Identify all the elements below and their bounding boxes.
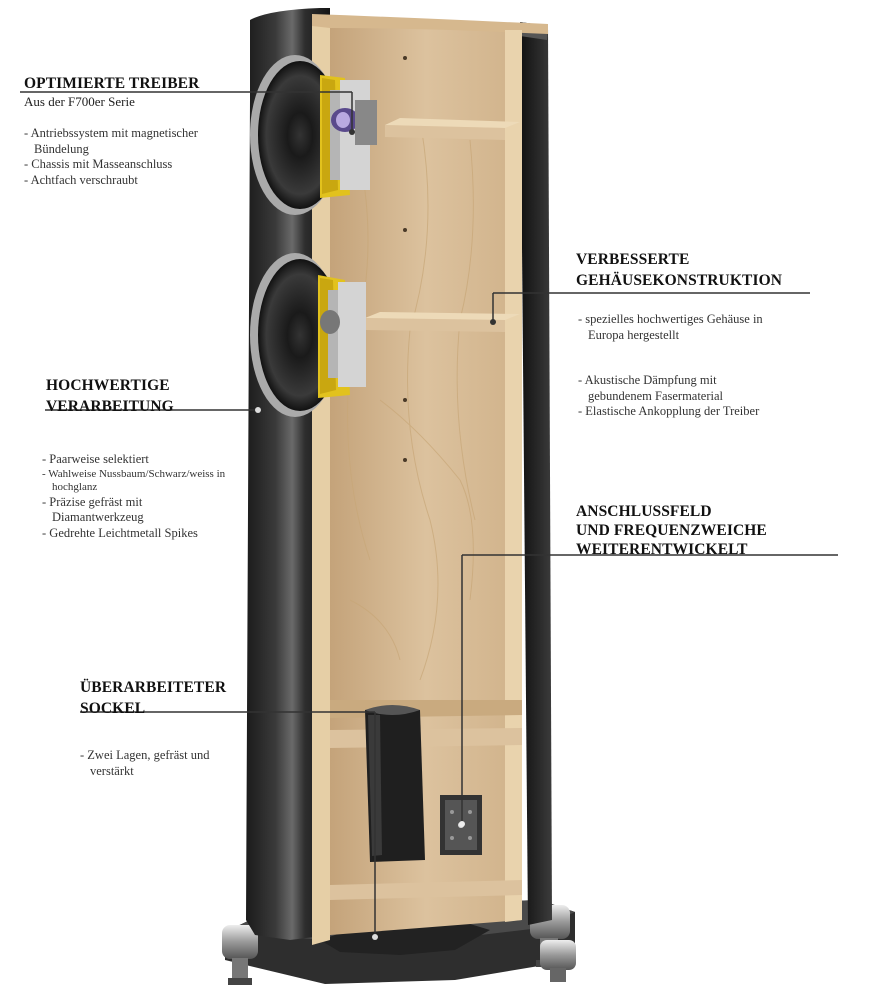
plinth-feature-list: [80, 748, 230, 779]
cabinet-title-line1: VERBESSERTE: [576, 251, 690, 268]
drivers-feature-1: - Antriebssystem mit magnetischer Bündelung: [24, 126, 254, 157]
plinth-title-line2: SOCKEL: [80, 700, 146, 717]
finish-feature-2: - Wahlweise Nussbaum/Schwarz/weiss in hochglanz: [42, 468, 232, 495]
finish-title-line1: HOCHWERTIGE: [46, 377, 170, 394]
plinth-feature-1: - Zwei Lagen, gefräst und verstärkt: [80, 748, 230, 779]
finish-feature-1: - Paarweise selektiert: [42, 452, 232, 468]
drivers-feature-2: - Chassis mit Masseanschluss: [24, 157, 254, 173]
foot-left: [222, 925, 258, 985]
finish-feature-4: - Gedrehte Leichtmetall Spikes: [42, 526, 232, 542]
finish-title-line2: VERARBEITUNG: [46, 398, 174, 415]
finish-feature-list: [42, 452, 232, 541]
cabinet-feature-2: - Akustische Dämpfung mit gebundenem Fasermaterial: [578, 373, 778, 404]
terminal-title-line3: WEITERENTWICKELT: [576, 541, 748, 558]
terminal-title-line2: UND FREQUENZWEICHE: [576, 522, 767, 539]
plinth-title-line1: ÜBERARBEITETER: [80, 679, 227, 696]
cabinet-feature-3: - Elastische Ankopplung der Treiber: [578, 404, 778, 420]
finish-feature-3: - Präzise gefräst mit Diamantwerkzeug: [42, 495, 232, 526]
drivers-title: OPTIMIERTE TREIBER: [24, 75, 200, 92]
drivers-feature-3: - Achtfach verschraubt: [24, 173, 254, 189]
drivers-subtitle: Aus der F700er Serie: [24, 94, 135, 109]
cabinet-title-line2: GEHÄUSEKONSTRUKTION: [576, 272, 783, 289]
drivers-feature-list: [24, 126, 254, 188]
cabinet-feature-1: - spezielles hochwertiges Gehäuse in Europa hergestellt: [578, 312, 778, 343]
terminal-title-line1: ANSCHLUSSFELD: [576, 503, 712, 520]
foot-back: [540, 940, 576, 982]
cabinet-feature-list: [578, 312, 778, 420]
